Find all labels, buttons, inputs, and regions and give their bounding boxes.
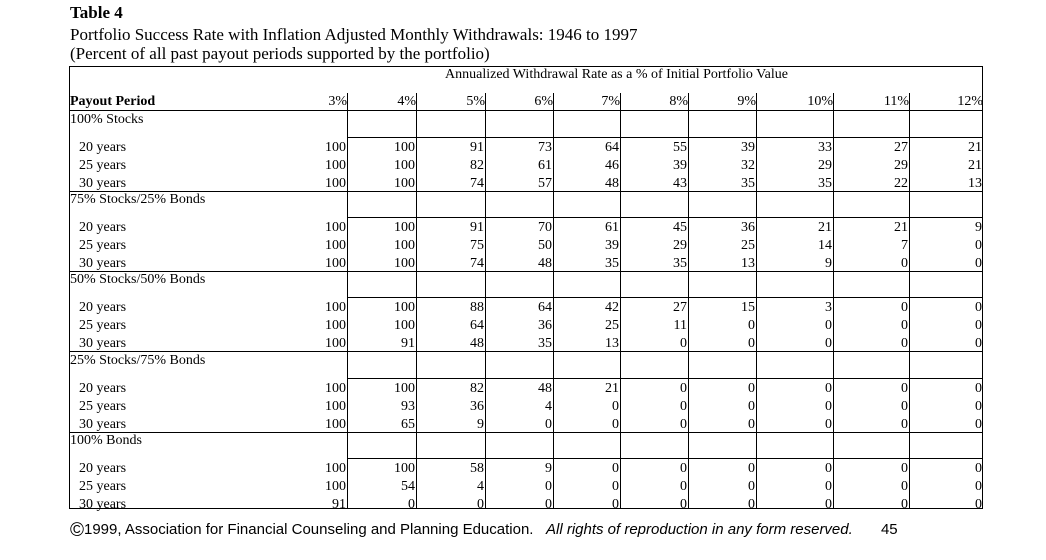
row-label: 25 years [79,399,127,414]
table-cell: 0 [975,399,982,414]
table-cell: 100 [325,417,346,432]
table-cell: 50 [538,238,552,253]
table-cell: 74 [470,176,484,191]
section-rule [69,191,983,192]
table-cell: 0 [975,318,982,333]
column-divider [756,93,757,509]
row-label: 30 years [79,497,127,512]
row-label: 30 years [79,176,127,191]
row-label: 20 years [79,381,127,396]
table-cell: 54 [401,479,415,494]
table-cell: 91 [470,140,484,155]
table-cell: 32 [741,158,755,173]
table-cell: 0 [748,318,755,333]
table-cell: 35 [538,336,552,351]
table-cell: 0 [748,497,755,512]
column-divider [485,93,486,509]
column-divider [909,93,910,509]
table-cell: 29 [818,158,832,173]
section-label-rule [347,217,983,218]
table-cell: 0 [748,336,755,351]
table-frame [69,66,983,509]
table-cell: 46 [605,158,619,173]
table-cell: 0 [825,336,832,351]
table-cell: 36 [538,318,552,333]
table-cell: 21 [818,220,832,235]
table-cell: 0 [748,479,755,494]
table-cell: 100 [325,158,346,173]
row-label: 20 years [79,220,127,235]
table-cell: 0 [748,399,755,414]
table-cell: 0 [680,381,687,396]
table-cell: 0 [612,479,619,494]
table-cell: 11 [673,318,687,333]
table-cell: 48 [538,381,552,396]
table-cell: 13 [605,336,619,351]
table-cell: 75 [470,238,484,253]
table-cell: 0 [975,256,982,271]
table-cell: 36 [470,399,484,414]
column-header: 9% [737,94,756,109]
table-cell: 35 [741,176,755,191]
table-cell: 100 [325,238,346,253]
column-header: 11% [883,94,909,109]
table-cell: 61 [605,220,619,235]
table-cell: 0 [901,300,908,315]
table-cell: 35 [818,176,832,191]
table-cell: 0 [748,417,755,432]
page-number: 45 [880,521,898,538]
table-cell: 0 [825,461,832,476]
table-cell: 0 [975,336,982,351]
table-cell: 100 [325,256,346,271]
row-label: 30 years [79,256,127,271]
table-cell: 27 [673,300,687,315]
table-cell: 48 [605,176,619,191]
table-cell: 82 [470,158,484,173]
table-cell: 100 [394,140,415,155]
table-cell: 9 [825,256,832,271]
section-label: 100% Bonds [70,433,142,448]
table-cell: 27 [894,140,908,155]
table-cell: 35 [605,256,619,271]
table-cell: 3 [825,300,832,315]
table-cell: 61 [538,158,552,173]
table-cell: 93 [401,399,415,414]
table-cell: 55 [673,140,687,155]
row-header-label: Payout Period [70,94,156,109]
table-cell: 100 [394,381,415,396]
section-label-rule [347,137,983,138]
section-rule [69,432,983,433]
column-divider [347,93,348,509]
section-rule [69,271,983,272]
column-header: 7% [601,94,620,109]
table-cell: 0 [825,417,832,432]
table-cell: 9 [545,461,552,476]
table-cell: 21 [894,220,908,235]
table-cell: 0 [825,479,832,494]
table-cell: 0 [545,497,552,512]
table-cell: 36 [741,220,755,235]
table-cell: 4 [545,399,552,414]
table-cell: 0 [901,417,908,432]
column-header: 10% [807,94,833,109]
table-cell: 100 [325,381,346,396]
table-cell: 74 [470,256,484,271]
row-label: 20 years [79,300,127,315]
table-cell: 0 [975,417,982,432]
table-cell: 0 [975,461,982,476]
table-cell: 0 [545,479,552,494]
table-cell: 48 [538,256,552,271]
table-cell: 100 [325,300,346,315]
table-cell: 25 [605,318,619,333]
table-cell: 0 [975,497,982,512]
section-label-rule [347,378,983,379]
table-cell: 100 [394,256,415,271]
row-label: 30 years [79,417,127,432]
table-cell: 0 [901,381,908,396]
table-cell: 100 [394,300,415,315]
row-label: 20 years [79,140,127,155]
table-cell: 43 [673,176,687,191]
table-cell: 100 [394,318,415,333]
table-cell: 0 [901,461,908,476]
table-cell: 0 [680,417,687,432]
table-cell: 100 [394,158,415,173]
table-cell: 39 [673,158,687,173]
table-cell: 0 [825,318,832,333]
table-cell: 9 [477,417,484,432]
column-divider [688,93,689,509]
table-cell: 100 [325,140,346,155]
table-cell: 0 [408,497,415,512]
table-cell: 100 [394,176,415,191]
table-cell: 0 [901,318,908,333]
section-label: 25% Stocks/75% Bonds [70,353,206,368]
column-header: 4% [397,94,416,109]
table-cell: 100 [325,399,346,414]
table-cell: 100 [394,461,415,476]
table-title: Table 4 [70,3,123,22]
table-cell: 39 [605,238,619,253]
table-cell: 48 [470,336,484,351]
table-cell: 35 [673,256,687,271]
column-divider [553,93,554,509]
table-cell: 0 [748,381,755,396]
table-cell: 0 [975,238,982,253]
table-cell: 58 [470,461,484,476]
row-label: 30 years [79,336,127,351]
table-cell: 88 [470,300,484,315]
row-label: 25 years [79,479,127,494]
table-cell: 100 [325,318,346,333]
table-cell: 21 [968,158,982,173]
copyright-symbol: © [70,520,84,541]
table-cell: 0 [901,479,908,494]
table-cell: 100 [325,176,346,191]
table-cell: 65 [401,417,415,432]
row-label: 25 years [79,158,127,173]
table-cell: 39 [741,140,755,155]
table-cell: 0 [901,336,908,351]
table-cell: 29 [673,238,687,253]
table-cell: 0 [680,461,687,476]
table-cell: 0 [545,417,552,432]
table-cell: 0 [825,399,832,414]
table-cell: 0 [748,461,755,476]
table-cell: 0 [680,336,687,351]
table-cell: 21 [605,381,619,396]
table-cell: 70 [538,220,552,235]
table-cell: 0 [612,497,619,512]
section-rule [69,351,983,352]
table-cell: 45 [673,220,687,235]
column-header: 12% [957,94,983,109]
column-header: 3% [328,94,347,109]
table-cell: 42 [605,300,619,315]
table-cell: 82 [470,381,484,396]
table-cell: 33 [818,140,832,155]
footer-rights: All rights of reproduction in any form reserved. [545,521,853,538]
header-rule [69,110,983,111]
table-cell: 91 [332,497,346,512]
table-cell: 0 [901,399,908,414]
table-cell: 100 [325,336,346,351]
table-cell: 29 [894,158,908,173]
table-cell: 0 [477,497,484,512]
table-cell: 100 [394,238,415,253]
table-cell: 91 [470,220,484,235]
table-cell: 0 [975,381,982,396]
table-cell: 9 [975,220,982,235]
column-divider [416,93,417,509]
section-label: 50% Stocks/50% Bonds [70,272,206,287]
table-cell: 22 [894,176,908,191]
table-cell: 0 [612,461,619,476]
table-cell: 14 [818,238,832,253]
table-cell: 7 [901,238,908,253]
row-label: 25 years [79,318,127,333]
section-label-rule [347,297,983,298]
table-cell: 0 [825,381,832,396]
column-span-header: Annualized Withdrawal Rate as a % of Initial Portfolio Value [445,67,788,82]
column-divider [833,93,834,509]
table-cell: 0 [680,497,687,512]
column-divider [620,93,621,509]
table-cell: 0 [612,399,619,414]
table-cell: 25 [741,238,755,253]
footer-text: 1999, Association for Financial Counseling and Planning Education. [84,521,534,538]
column-header: 8% [669,94,688,109]
column-header: 6% [534,94,553,109]
table-note: (Percent of all past payout periods supported by the portfolio) [70,44,490,63]
table-cell: 13 [968,176,982,191]
column-header: 5% [466,94,485,109]
table-cell: 0 [680,479,687,494]
table-cell: 100 [325,220,346,235]
table-cell: 100 [325,461,346,476]
table-cell: 64 [538,300,552,315]
table-cell: 64 [605,140,619,155]
table-cell: 0 [975,300,982,315]
table-cell: 0 [901,497,908,512]
table-cell: 0 [680,399,687,414]
table-cell: 64 [470,318,484,333]
table-cell: 100 [394,220,415,235]
table-cell: 57 [538,176,552,191]
table-cell: 15 [741,300,755,315]
table-cell: 4 [477,479,484,494]
table-cell: 0 [825,497,832,512]
section-label-rule [347,458,983,459]
section-label: 100% Stocks [70,112,144,127]
row-label: 25 years [79,238,127,253]
table-cell: 21 [968,140,982,155]
table-cell: 91 [401,336,415,351]
table-cell: 0 [901,256,908,271]
table-cell: 100 [325,479,346,494]
table-subtitle: Portfolio Success Rate with Inflation Adjusted Monthly Withdrawals: 1946 to 1997 [70,25,638,44]
footer [70,520,898,542]
table-cell: 73 [538,140,552,155]
table-cell: 13 [741,256,755,271]
section-label: 75% Stocks/25% Bonds [70,192,206,207]
table-cell: 0 [975,479,982,494]
row-label: 20 years [79,461,127,476]
table-cell: 0 [612,417,619,432]
